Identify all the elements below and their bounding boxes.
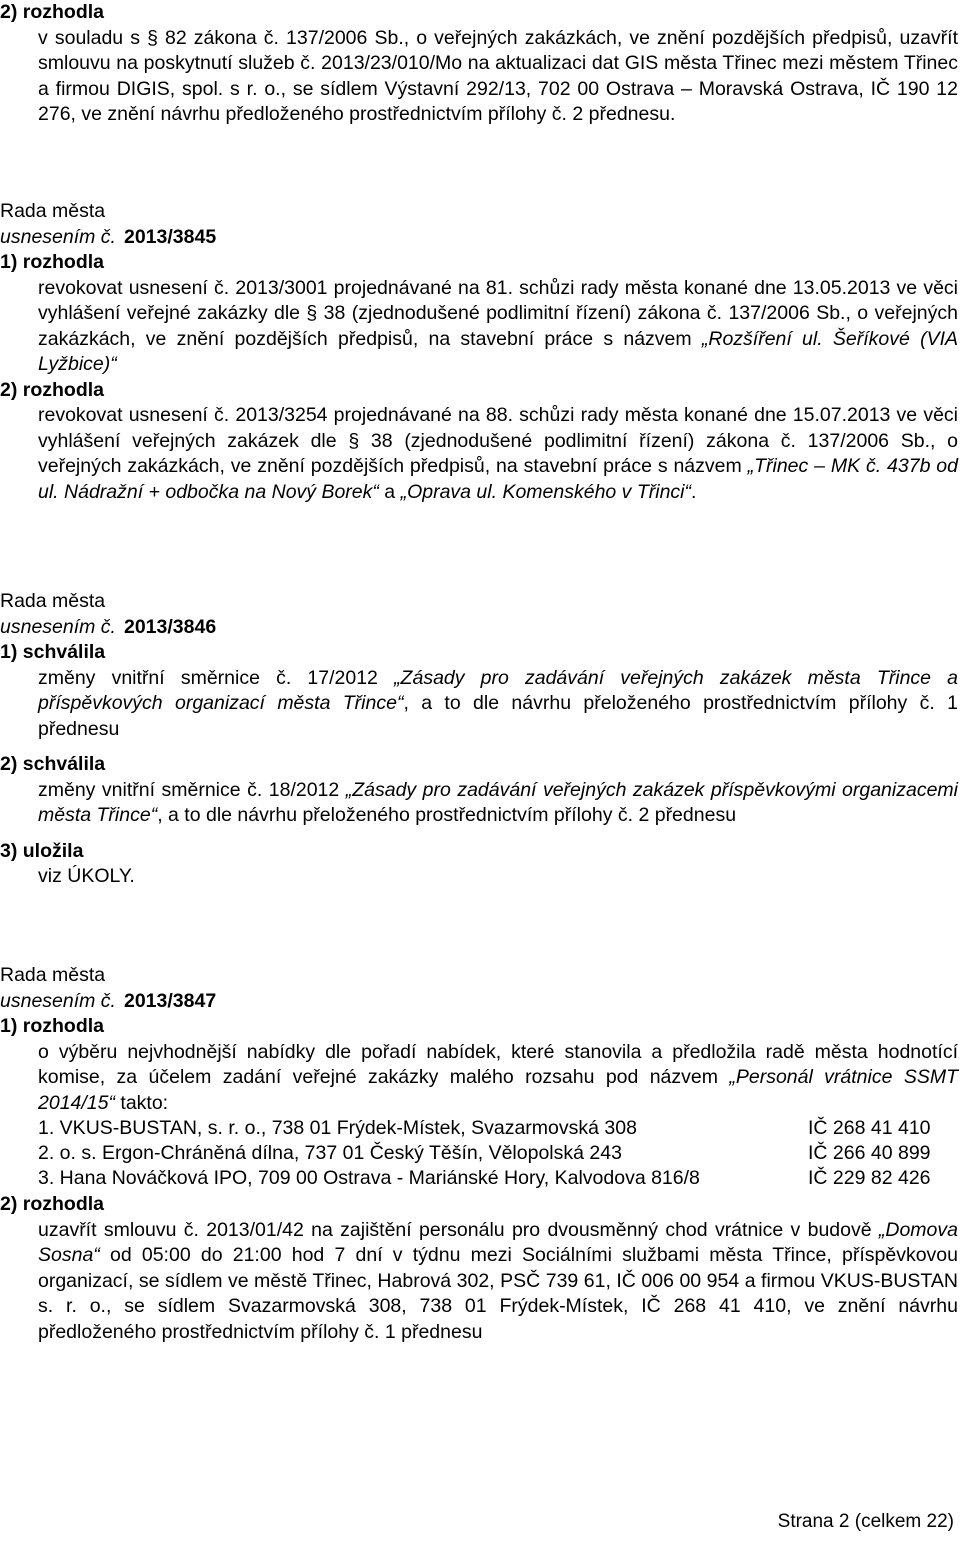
item-text: změny vnitřní směrnice č. 18/2012 „Zásady pro zadávání veřejných zakázek příspěvkovými organizacemi města Třince“, a to dle návrhu přeloženého prostřednictvím přílohy č. 2 přednesu (38, 778, 958, 826)
council-label: Rada města (0, 964, 106, 986)
list-item-ic: IČ 229 82 426 (808, 1167, 931, 1189)
item-heading: 1) schválila (0, 641, 106, 663)
item-heading: 2) schválila (0, 753, 106, 775)
resolution-3845 (0, 199, 960, 505)
council-label: Rada města (0, 200, 106, 222)
item-text: o výběru nejvhodnější nabídky dle pořadí nabídek, které stanovila a předložila radě města hodnotící komise, za účelem zadání veřejné zakázky malého rozsahu pod názvem „Personál vrátnice SSMT 2014/15“ takto: (38, 1040, 958, 1114)
section-top (0, 0, 960, 128)
item-text: revokovat usnesení č. 2013/3001 projednávané na 81. schůzi rady města konané dne 13.05.2013 ve věci vyhlášení veřejné zakázky dle § 38 (zjednodušené podlimitní řízení) zákona č. 137/2006 Sb., o veřejných zakázkách, ve znění pozdějších předpisů, na stavební práce s názvem „Rozšíření ul. Šeříkové (VIA Lyžbice)“ (38, 276, 958, 375)
bid-list (0, 1116, 960, 1192)
list-item-ic: IČ 268 41 410 (808, 1117, 931, 1139)
resolution-number: usnesením č. 2013/3846 (0, 615, 217, 638)
resolution-number: usnesením č. 2013/3845 (0, 225, 217, 248)
council-label: Rada města (0, 590, 106, 612)
item-text: revokovat usnesení č. 2013/3254 projednávané na 88. schůzi rady města konané dne 15.07.2013 ve věci vyhlášení veřejných zakázek dle § 38 (zjednodušené podlimitní řízení) zákona č. 137/2006 Sb., o veřejných zakázkách, ve znění pozdějších předpisů, na stavební práce s názvem „Třinec – MK č. 437b od ul. Nádražní + odbočka na Nový Borek“ a „Oprava ul. Komenského v Třinci“. (38, 404, 958, 503)
resolution-3847 (0, 963, 960, 1345)
resolution-3846 (0, 589, 960, 890)
list-item: 1. VKUS-BUSTAN, s. r. o., 738 01 Frýdek-Místek, Svazarmovská 308 (38, 1117, 637, 1139)
item-heading: 3) uložila (0, 839, 84, 862)
item-text: viz ÚKOLY. (38, 865, 135, 887)
page-footer: Strana 2 (celkem 22) (777, 1511, 954, 1532)
item-heading: 1) rozhodla (0, 251, 105, 273)
item-heading: 2) rozhodla (0, 1193, 105, 1215)
item-heading: 2) rozhodla (0, 378, 105, 401)
item-text: změny vnitřní směrnice č. 17/2012 „Zásady pro zadávání veřejných zakázek města Třince a příspěvkových organizací města Třince“, a to dle návrhu přeloženého prostřednictvím přílohy č. 1 přednesu (38, 666, 958, 740)
resolution-number: usnesením č. 2013/3847 (0, 989, 217, 1012)
list-item-ic: IČ 266 40 899 (808, 1142, 931, 1164)
item-heading: 2) rozhodla (0, 1, 105, 23)
item-heading: 1) rozhodla (0, 1015, 105, 1037)
item-text: uzavřít smlouvu č. 2013/01/42 na zajištění personálu pro dvousměnný chod vrátnice v budově „Domova Sosna“ od 05:00 do 21:00 hod 7 dní v týdnu mezi Sociálními službami města Třince, příspěvkovou organizací, se sídlem ve městě Třinec, Habrová 302, PSČ 739 61, IČ 006 00 954 a firmou VKUS-BUSTAN s. r. o., se sídlem Svazarmovská 308, 738 01 Frýdek-Místek, IČ 268 41 410, ve znění návrhu předloženého prostřednictvím přílohy č. 1 přednesu (38, 1218, 958, 1343)
list-item: 2. o. s. Ergon-Chráněná dílna, 737 01 Český Těšín, Vělopolská 243 (38, 1142, 622, 1164)
item-text: v souladu s § 82 zákona č. 137/2006 Sb., o veřejných zakázkách, ve znění pozdějších předpisů, uzavřít smlouvu na poskytnutí služeb č. 2013/23/010/Mo na aktualizaci dat GIS města Třinec mezi městem Třinec a firmou DIGIS, spol. s r. o., se sídlem Výstavní 292/13, 702 00 Ostrava – Moravská Ostrava, IČ 190 12 276, ve znění návrhu předloženého prostřednictvím přílohy č. 2 přednesu. (38, 26, 958, 125)
list-item: 3. Hana Nováčková IPO, 709 00 Ostrava - Mariánské Hory, Kalvodova 816/8 (38, 1167, 700, 1189)
